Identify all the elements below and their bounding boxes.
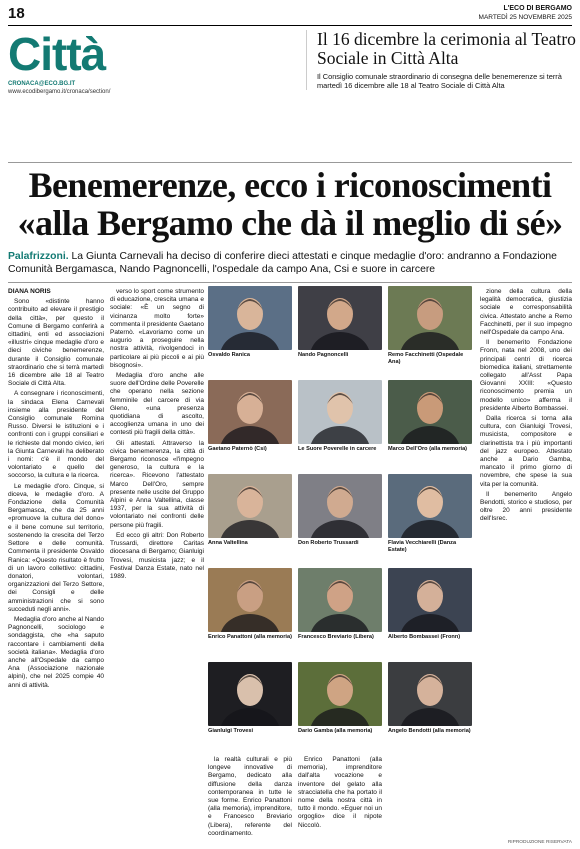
portrait-photo — [388, 474, 472, 538]
subheadline — [8, 250, 572, 276]
masthead-brand: L'ECO DI BERGAMO — [503, 5, 572, 12]
portrait-photo — [388, 286, 472, 350]
photo-caption: Anna Valtellina — [208, 540, 248, 546]
photo-caption: Alberto Bombassei (Fronn) — [388, 634, 461, 640]
photo-caption: Remo Facchinetti (Ospedale Ana) — [388, 352, 464, 365]
subhead-text: La Giunta Carnevali ha deciso di conferire dieci attestati e cinque medaglie d'oro: andranno a Fondazione Comunità Bergamasca, Nando Pagnoncelli, l'ospedale da campo Ana, Csi e suore in carcere — [8, 251, 557, 275]
photo-caption: Dario Gamba (alla memoria) — [298, 728, 373, 734]
section-email[interactable]: CRONACA@ECO.BG.IT — [8, 81, 76, 87]
photo-caption: Marco Dell'Oro (alla memoria) — [388, 446, 468, 452]
credit: RIPRODUZIONE RISERVATA — [507, 840, 572, 845]
section-url[interactable]: www.ecodibergamo.it/cronaca/section/ — [8, 89, 111, 95]
photo-caption: Gianluigi Trovesi — [208, 728, 254, 734]
portrait-photo — [298, 474, 382, 538]
article-bottom-right — [298, 756, 382, 832]
photo-caption: Nando Pagnoncelli — [298, 352, 349, 358]
divider — [8, 162, 572, 163]
portrait-photo — [208, 380, 292, 444]
portrait-photo — [298, 662, 382, 726]
paragraph: Dalla ricerca si torna alla cultura, con Gianluigi Trovesi, musicista, compositore e clarinettista tra i più importanti del jazz europeo. Attestato anche a Dario Gamba, mancato il primo giorno di novembre, che spese la sua vita per la comunità. — [480, 415, 572, 488]
paragraph: A consegnare i riconoscimenti, la sindaca Elena Carnevali insieme alla presidente del Consiglio comunale Romina Russo. Diversi le istituzioni e i confronti con i gruppi consiliari e le richieste dal mondo civico, ieri la Giunta Carnevali ha deliberato i nomi: c'è il mondo del volontariato e quello del soccorso, la cultura e la ricerca. — [8, 390, 104, 480]
paragraph: Gli attestati. Attraverso la civica benemerenza, la città di Bergamo riconosce «l'impegno generoso, la cultura e la ricerca». Ricevono l'attestato Marco Dell'Oro, sempre presente nelle uscite del Gruppo Alpini e Anna Valtellina, classe 1937, per la sua attività di volontariato nei confronti delle persone più fragili. — [110, 439, 204, 529]
top-rule — [8, 25, 572, 26]
headline: Benemerenze, ecco i riconoscimenti «alla Bergamo che dà il meglio di sé» — [17, 165, 563, 243]
portrait-photo — [298, 568, 382, 632]
paragraph: Ed ecco gli altri: Don Roberto Trussardi, direttore Caritas diocesana di Bergamo; Gianluigi Trovesi, musicista jazz; e il Festival Danza Estate, nato nel 1989. — [110, 531, 204, 580]
photo-caption: Osvaldo Ranica — [208, 352, 250, 358]
section-title: Città — [8, 28, 106, 80]
photo-caption: Francesco Breviario (Libera) — [298, 634, 374, 640]
masthead — [479, 4, 572, 22]
masthead-date: MARTEDÌ 25 NOVEMBRE 2025 — [478, 14, 572, 21]
brief-title: Il 16 dicembre la cerimonia al Teatro Sociale in Città Alta — [317, 29, 576, 68]
article-bottom-mid — [208, 756, 292, 840]
article-column-right — [480, 288, 572, 526]
photo-caption: Gaetano Paternò (Csi) — [208, 446, 267, 452]
page-number: 18 — [8, 5, 25, 22]
section-contact — [8, 80, 308, 96]
paragraph: Sono «distinte hanno contribuito ad elevare il prestigio della città», per questo il Comune di Bergamo conferirà a cittadini, enti ed associazioni «illustri» cinque medaglie d'oro e dieci civiche benemerenze, durante il Consiglio comunale straordinario che si terrà martedì 16 dicembre alle 18 al Teatro Sociale di Città Alta. — [8, 298, 104, 388]
paragraph: la realtà culturali e più longeve innovative di Bergamo, dedicato alla diffusione della danza contemporanea in tutte le sue forme. Enrico Panattoni (alla memoria), imprenditore, e Francesco Breviario (Libera), referente del coordinamento. — [208, 756, 292, 837]
article-column-2 — [110, 288, 204, 583]
paragraph: Il benemerito Fondazione Fronn, nata nel 2008, uno dei principali centri di ricerca biomedica italiani, strettamente collegato all'Asst Papa Giovanni XXIII: «Questo riconoscimento premia un modello unico» afferma il presidente Alberto Bombassei. — [480, 339, 572, 412]
photo-caption: Angelo Bendotti (alla memoria) — [388, 728, 471, 734]
subhead-lead: Palafrizzoni. — [8, 251, 69, 262]
photo-caption: Don Roberto Trussardi — [298, 540, 359, 546]
photo-caption: Enrico Panattoni (alla memoria) — [208, 634, 292, 640]
brief-body: Il Consiglio comunale straordinario di consegna delle benemerenze si terrà martedì 16 dicembre alle 18 al Teatro Sociale di Città Alta — [317, 72, 562, 91]
portrait-photo — [208, 474, 292, 538]
photo-caption: Flavia Vecchiarelli (Danza Estate) — [388, 540, 457, 553]
paragraph: zione della cultura della legalità democratica, giustizia sociale e corresponsabilità civica. Attestato anche a Remo Facchinetti, per il suo impegno nell'Ospedale da campo Ana. — [480, 288, 572, 337]
brief-box — [306, 30, 580, 90]
byline: DIANA NORIS — [8, 288, 51, 295]
divider — [8, 282, 572, 283]
paragraph: Enrico Panattoni (alla memoria), imprenditore dall'alta vocazione e inventore del gelato alla stracciatella che ha portato il nome della nostra città in tutto il mondo. «Eguer noi un orgoglio» dice il nipote Niccolò. — [298, 756, 382, 829]
portrait-photo — [388, 568, 472, 632]
paragraph: Medaglia d'oro anche alle suore dell'Ordine delle Poverelle che operano nella sezione femminile del carcere di via Gleno, «una presenza quotidiana di ascolto, accoglienza umana in uno dei contesti più fragili della città». — [110, 372, 204, 437]
portrait-photo — [298, 380, 382, 444]
paragraph: verso lo sport come strumento di educazione, crescita umana e sociale: «È un segno di vicinanza molto forte» commenta il presidente Gaetano Paternò. «Lavoriamo come un augurio a proseguire nella nostra attività, rivolgendoci in particolare ai più piccoli e ai più bisognosi». — [110, 288, 204, 369]
article-column-1 — [8, 288, 104, 692]
portrait-photo — [208, 568, 292, 632]
portrait-photo — [208, 662, 292, 726]
paragraph: Le medaglie d'oro. Cinque, si diceva, le medaglie d'oro. A Fondazione della Comunità Bergamasca, che da 25 anni «promuove la cultura del dono» e il bene comune sul territorio, sostenendo la crescita del Terzo Settore e delle comunità. Commenta il presidente Osvaldo Ranica: «Questo risultato è frutto di un lavoro collettivo: cittadini, donatori, volontari, organizzazioni del Terzo Settore, dei Consigli e delle amministrazioni che si sono succeduti negli anni». — [8, 482, 104, 613]
photo-caption: Le Suore Poverelle in carcere — [298, 446, 377, 452]
portrait-photo — [388, 380, 472, 444]
portrait-photo — [298, 286, 382, 350]
section-header — [8, 28, 308, 96]
portrait-photo — [208, 286, 292, 350]
paragraph: Medaglia d'oro anche al Nando Pagnoncelli, sociologo e sondaggista, che «ha saputo raccontare i cambiamenti della società italiana». Medaglia d'oro anche all'Ospedale da campo Ana (Associazione nazionale alpini), che nel 2025 compie 40 anni di attività. — [8, 615, 104, 689]
portrait-photo — [388, 662, 472, 726]
paragraph: Il benemerito Angelo Bendotti, storico e studioso, per oltre 20 anni presidente dell'Isrec. — [480, 490, 572, 523]
